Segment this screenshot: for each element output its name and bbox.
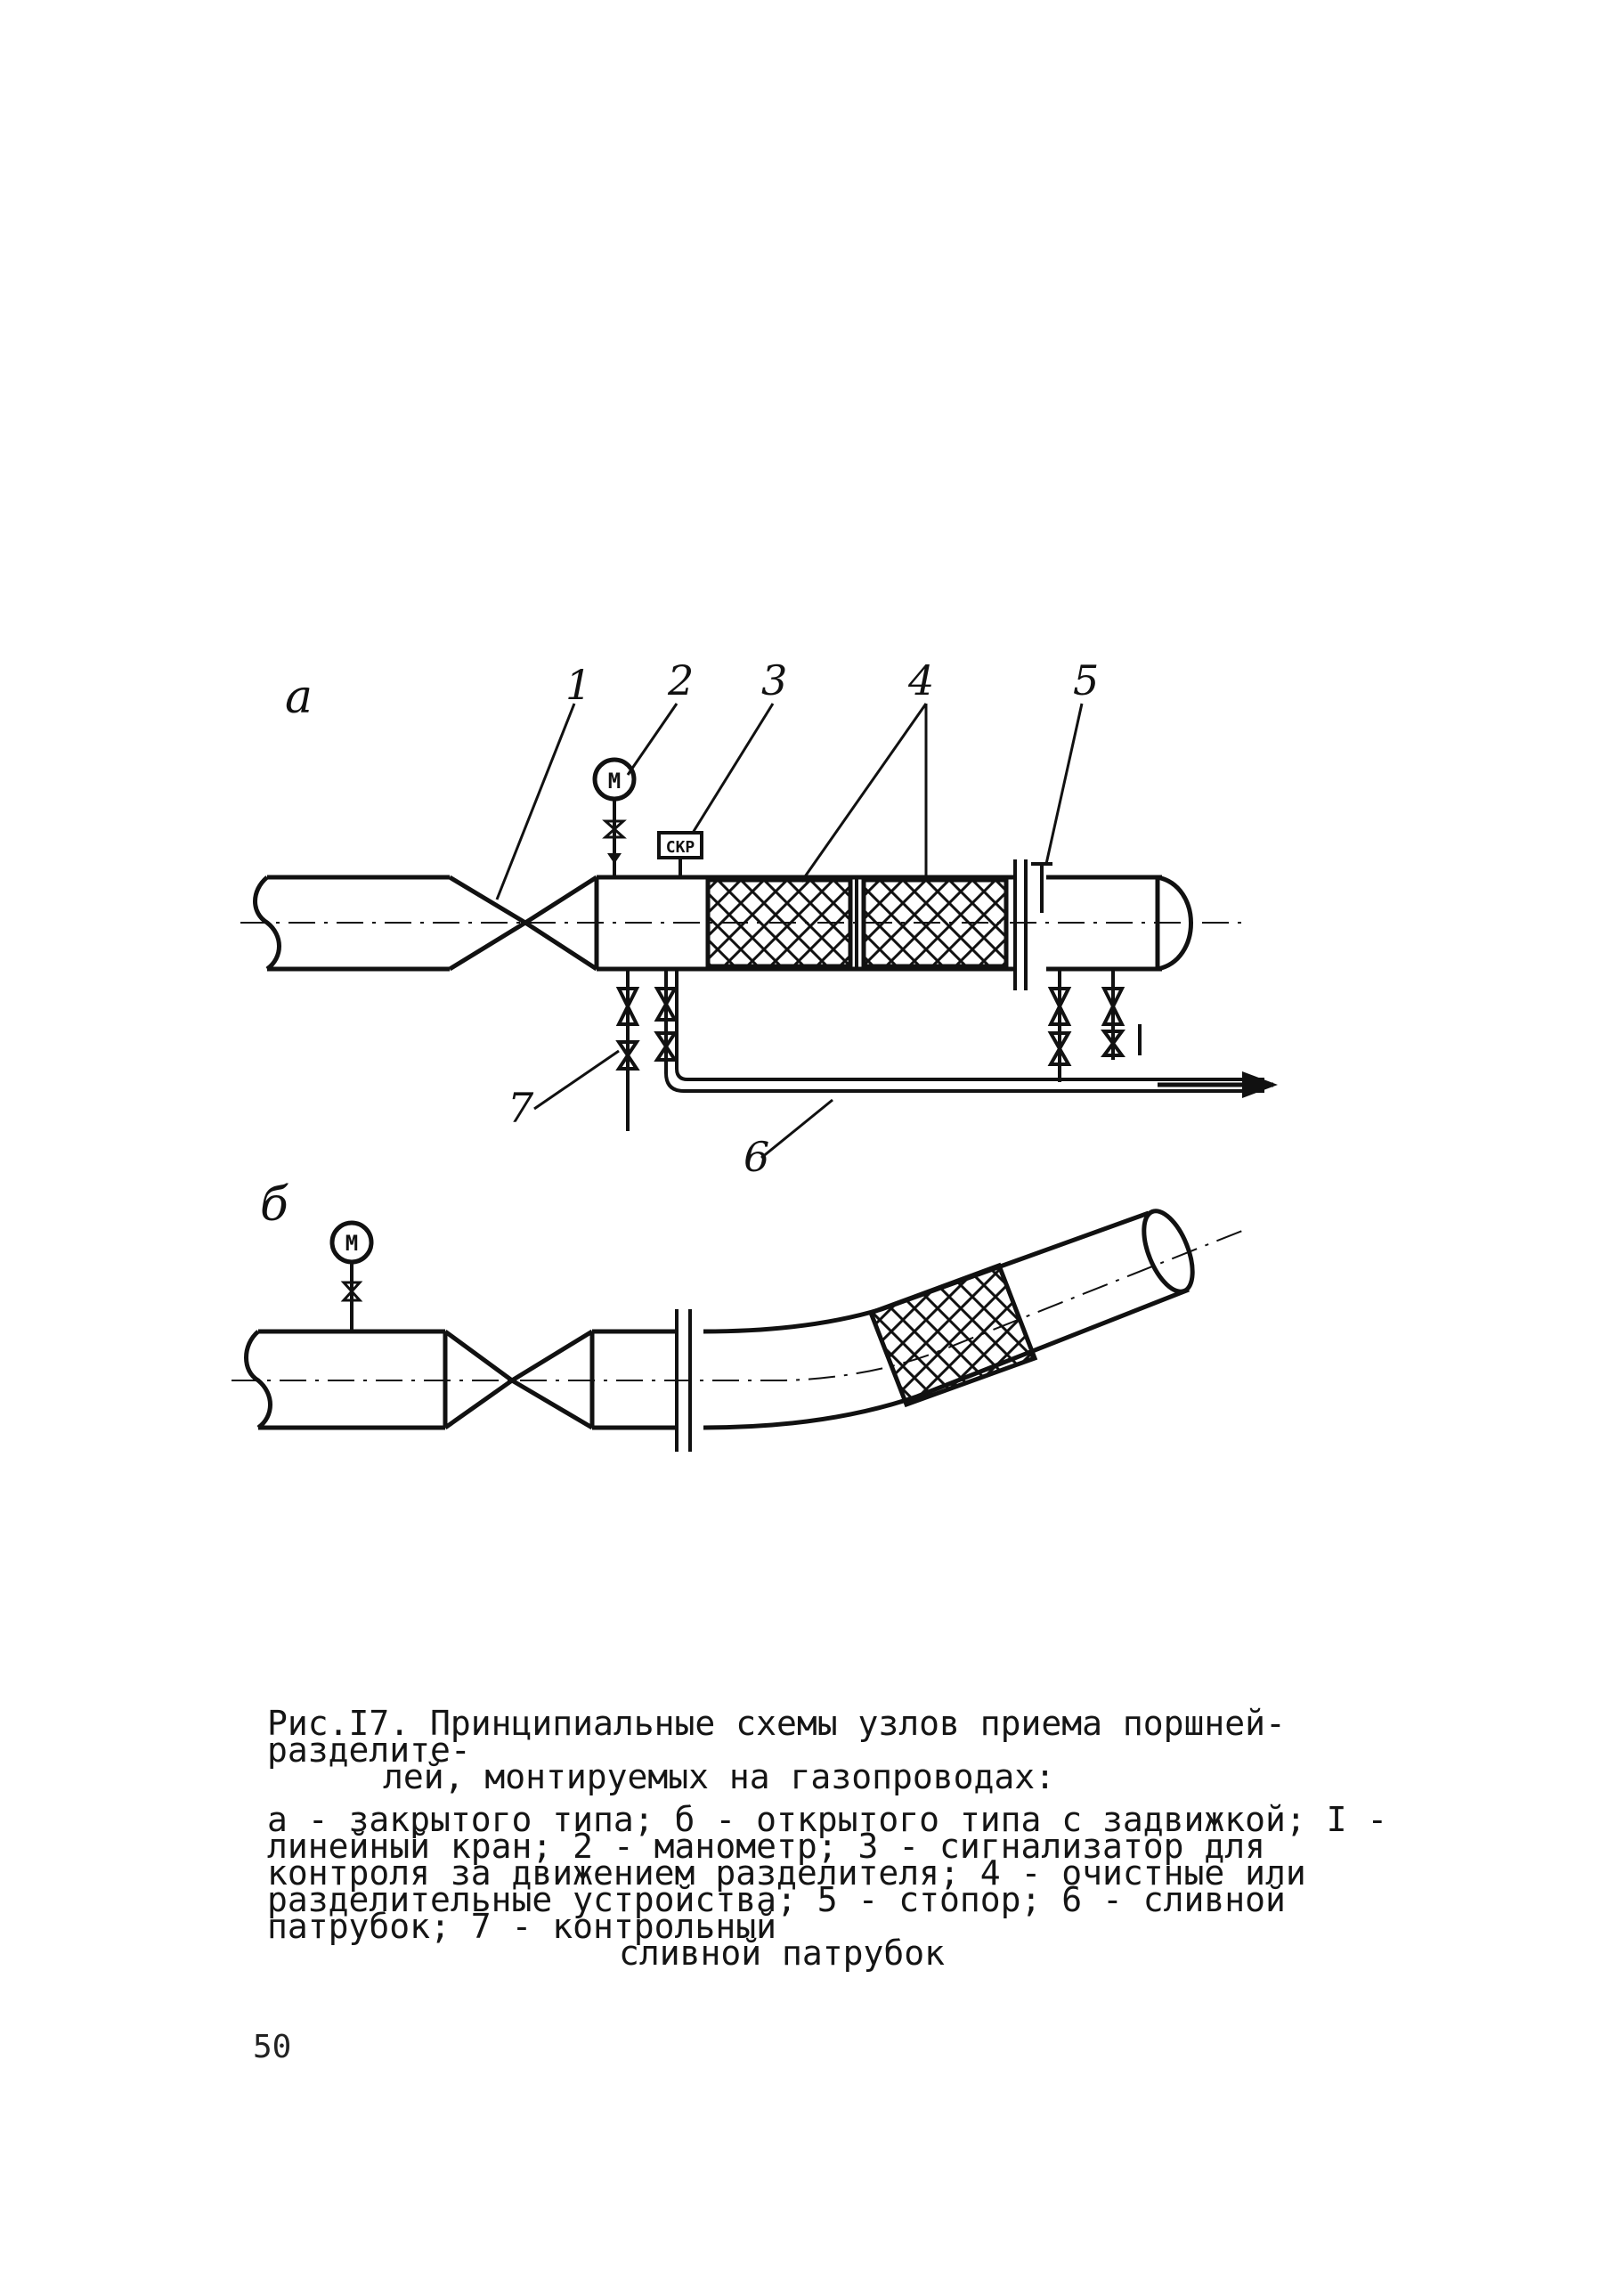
callout-7: 7 <box>508 1084 534 1132</box>
panel-b <box>232 1178 1247 1452</box>
caption-body: а - закрытого типа; б - открытого типа с задвижкой; I - линейный кран; 2 - манометр; 3 - сигнализатор для контроля за движением разделителя; 4 - очистные или разделительные устройства; 5 - стопор; 6 - сливной патрубок; 7 - контрольный <box>267 1800 1388 1946</box>
manometer-label: M <box>607 769 622 794</box>
flange-break <box>1015 859 1026 990</box>
separator-device-b <box>871 1266 1035 1404</box>
drain-nozzle <box>657 969 1273 1091</box>
callout-2: 2 <box>668 656 695 704</box>
panel-b-label: б <box>260 1178 288 1232</box>
callout-5: 5 <box>1073 656 1100 704</box>
callout-4: 4 <box>908 656 935 704</box>
caption-title-line1: Рис.I7. Принципиальные схемы узлов приема поршней-разделите- <box>267 1704 1286 1770</box>
panel-a <box>240 656 1273 1181</box>
panel-a-label: а <box>285 671 313 724</box>
caption-tail: сливной патрубок <box>619 1934 946 1973</box>
manometer-b-label: M <box>345 1231 359 1256</box>
signal-device-label: СКР <box>665 838 695 857</box>
callout-1: 1 <box>565 661 592 709</box>
callout-3: 3 <box>761 656 788 704</box>
stopper <box>1031 864 1052 913</box>
manometer <box>595 760 634 877</box>
figure-caption <box>267 1704 1425 1973</box>
axis-line-b <box>232 1229 1247 1380</box>
signal-device <box>659 833 702 877</box>
page-number: 50 <box>253 2029 292 2065</box>
control-drain-nozzle <box>619 969 637 1131</box>
caption-title-line2: лей, монтируемых на газопроводах: <box>383 1757 1055 1796</box>
manometer-b <box>332 1223 371 1331</box>
callout-6: 6 <box>744 1133 770 1181</box>
